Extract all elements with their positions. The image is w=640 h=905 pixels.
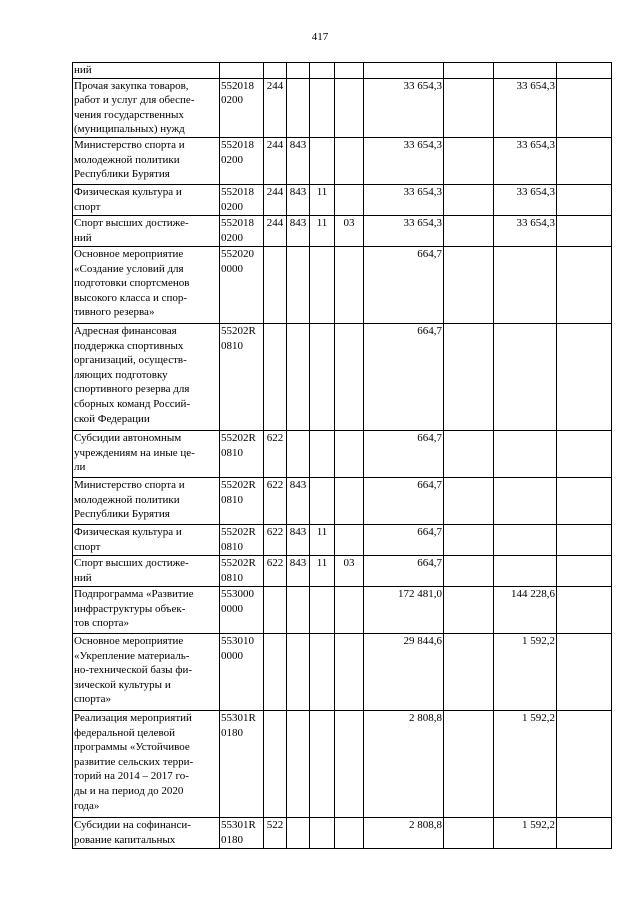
row-pr-cell xyxy=(335,78,364,137)
table-row xyxy=(73,633,612,710)
row-name-cell: Спорт высших достиже- ний xyxy=(73,215,220,246)
row-sum1-cell xyxy=(364,63,444,79)
row-rz-cell: 11 xyxy=(310,215,335,246)
row-code-cell: 552018 0200 xyxy=(220,184,264,215)
row-sum3-cell: 1 592,2 xyxy=(494,710,557,817)
row-sum3-cell xyxy=(494,477,557,524)
row-code-cell: 552018 0200 xyxy=(220,78,264,137)
row-rz-cell xyxy=(310,633,335,710)
row-vr-cell: 622 xyxy=(264,477,287,524)
row-rz-cell: 11 xyxy=(310,555,335,586)
row-vr-cell xyxy=(264,633,287,710)
row-code-cell: 552020 0000 xyxy=(220,246,264,323)
row-sum1-cell: 664,7 xyxy=(364,430,444,477)
row-code-cell: 55202R 0810 xyxy=(220,477,264,524)
row-sum3-cell: 33 654,3 xyxy=(494,215,557,246)
row-sum2-cell xyxy=(444,323,494,430)
row-code-cell: 55202R 0810 xyxy=(220,555,264,586)
row-rz-cell: 11 xyxy=(310,184,335,215)
row-rz-cell xyxy=(310,78,335,137)
row-vr-cell xyxy=(264,323,287,430)
row-sum2-cell xyxy=(444,477,494,524)
row-name-cell: Реализация мероприятий федеральной целевой программы «Устойчивое развитие сельских терри- торий на 2014 – 2017 го- ды и на период до 2020 года» xyxy=(73,710,220,817)
table-row xyxy=(73,477,612,524)
row-vr-cell: 622 xyxy=(264,430,287,477)
row-code-cell: 552018 0200 xyxy=(220,137,264,184)
row-rz-cell xyxy=(310,710,335,817)
table-row xyxy=(73,246,612,323)
row-sum3-cell: 33 654,3 xyxy=(494,184,557,215)
row-sum4-cell xyxy=(557,633,612,710)
row-sum4-cell xyxy=(557,137,612,184)
row-pr-cell xyxy=(335,710,364,817)
row-sum1-cell: 664,7 xyxy=(364,555,444,586)
row-sum1-cell: 172 481,0 xyxy=(364,586,444,633)
row-sum4-cell xyxy=(557,246,612,323)
row-pr-cell: 03 xyxy=(335,555,364,586)
row-pr-cell xyxy=(335,246,364,323)
budget-table-body xyxy=(73,63,612,849)
row-sum1-cell: 2 808,8 xyxy=(364,817,444,848)
row-sum2-cell xyxy=(444,137,494,184)
row-grbs-cell: 843 xyxy=(287,477,310,524)
row-name-cell: Прочая закупка товаров, работ и услуг для обеспе- чения государственных (муниципальных) нужд xyxy=(73,78,220,137)
row-name-cell: Спорт высших достиже- ний xyxy=(73,555,220,586)
row-grbs-cell: 843 xyxy=(287,524,310,555)
row-sum4-cell xyxy=(557,586,612,633)
row-code-cell: 55301R 0180 xyxy=(220,817,264,848)
row-sum1-cell: 664,7 xyxy=(364,477,444,524)
row-sum4-cell xyxy=(557,323,612,430)
row-sum4-cell xyxy=(557,817,612,848)
row-code-cell xyxy=(220,63,264,79)
row-name-cell: Министерство спорта и молодежной политики Республики Бурятия xyxy=(73,137,220,184)
row-rz-cell xyxy=(310,246,335,323)
row-rz-cell xyxy=(310,430,335,477)
row-sum3-cell: 144 228,6 xyxy=(494,586,557,633)
row-sum3-cell: 33 654,3 xyxy=(494,78,557,137)
table-row xyxy=(73,817,612,848)
row-name-cell: Физическая культура и спорт xyxy=(73,184,220,215)
row-code-cell: 55202R 0810 xyxy=(220,323,264,430)
row-pr-cell xyxy=(335,817,364,848)
row-sum3-cell xyxy=(494,323,557,430)
row-sum1-cell: 664,7 xyxy=(364,524,444,555)
row-grbs-cell xyxy=(287,246,310,323)
row-name-cell: ний xyxy=(73,63,220,79)
row-code-cell: 553010 0000 xyxy=(220,633,264,710)
row-sum1-cell: 664,7 xyxy=(364,246,444,323)
row-rz-cell xyxy=(310,323,335,430)
row-sum3-cell: 1 592,2 xyxy=(494,817,557,848)
row-name-cell: Основное мероприятие «Укрепление материаль- но-технической базы фи- зической культуры и спорта» xyxy=(73,633,220,710)
row-sum2-cell xyxy=(444,586,494,633)
row-pr-cell xyxy=(335,430,364,477)
row-grbs-cell xyxy=(287,710,310,817)
row-vr-cell xyxy=(264,586,287,633)
row-sum2-cell xyxy=(444,555,494,586)
row-sum3-cell xyxy=(494,555,557,586)
row-sum1-cell: 2 808,8 xyxy=(364,710,444,817)
table-row xyxy=(73,555,612,586)
table-row xyxy=(73,78,612,137)
row-sum3-cell: 33 654,3 xyxy=(494,137,557,184)
row-sum3-cell xyxy=(494,524,557,555)
row-sum4-cell xyxy=(557,430,612,477)
row-rz-cell xyxy=(310,586,335,633)
row-sum4-cell xyxy=(557,78,612,137)
row-name-cell: Подпрограмма «Развитие инфраструктуры объек- тов спорта» xyxy=(73,586,220,633)
table-row xyxy=(73,524,612,555)
row-pr-cell: 03 xyxy=(335,215,364,246)
row-name-cell: Адресная финансовая поддержка спортивных организаций, осуществ- ляющих подготовку спортивного резерва для сборных команд Россий- ской Федерации xyxy=(73,323,220,430)
row-code-cell: 553000 0000 xyxy=(220,586,264,633)
row-sum3-cell xyxy=(494,246,557,323)
row-sum1-cell: 29 844,6 xyxy=(364,633,444,710)
row-sum2-cell xyxy=(444,524,494,555)
row-name-cell: Физическая культура и спорт xyxy=(73,524,220,555)
row-sum1-cell: 33 654,3 xyxy=(364,78,444,137)
row-pr-cell xyxy=(335,323,364,430)
table-row xyxy=(73,323,612,430)
row-code-cell: 552018 0200 xyxy=(220,215,264,246)
row-rz-cell xyxy=(310,477,335,524)
row-code-cell: 55202R 0810 xyxy=(220,524,264,555)
row-pr-cell xyxy=(335,586,364,633)
row-sum4-cell xyxy=(557,215,612,246)
row-pr-cell xyxy=(335,524,364,555)
row-sum2-cell xyxy=(444,817,494,848)
row-sum2-cell xyxy=(444,63,494,79)
row-sum1-cell: 33 654,3 xyxy=(364,184,444,215)
table-row xyxy=(73,586,612,633)
row-grbs-cell xyxy=(287,430,310,477)
row-name-cell: Субсидии автономным учреждениям на иные це- ли xyxy=(73,430,220,477)
row-sum4-cell xyxy=(557,555,612,586)
table-row xyxy=(73,215,612,246)
row-pr-cell xyxy=(335,63,364,79)
row-sum3-cell xyxy=(494,63,557,79)
row-sum1-cell: 33 654,3 xyxy=(364,137,444,184)
row-grbs-cell xyxy=(287,78,310,137)
row-sum4-cell xyxy=(557,524,612,555)
row-sum2-cell xyxy=(444,710,494,817)
row-vr-cell xyxy=(264,63,287,79)
table-row xyxy=(73,137,612,184)
table-row xyxy=(73,710,612,817)
row-vr-cell: 522 xyxy=(264,817,287,848)
row-grbs-cell: 843 xyxy=(287,137,310,184)
row-sum4-cell xyxy=(557,184,612,215)
table-row xyxy=(73,63,612,79)
row-rz-cell xyxy=(310,817,335,848)
row-sum2-cell xyxy=(444,78,494,137)
row-grbs-cell: 843 xyxy=(287,555,310,586)
row-grbs-cell xyxy=(287,586,310,633)
row-sum2-cell xyxy=(444,184,494,215)
budget-table xyxy=(72,62,612,849)
row-sum4-cell xyxy=(557,477,612,524)
row-rz-cell: 11 xyxy=(310,524,335,555)
row-pr-cell xyxy=(335,477,364,524)
row-sum2-cell xyxy=(444,633,494,710)
row-vr-cell: 244 xyxy=(264,184,287,215)
row-vr-cell: 244 xyxy=(264,137,287,184)
row-grbs-cell: 843 xyxy=(287,184,310,215)
row-sum1-cell: 664,7 xyxy=(364,323,444,430)
row-grbs-cell xyxy=(287,633,310,710)
row-vr-cell: 244 xyxy=(264,78,287,137)
row-grbs-cell xyxy=(287,817,310,848)
row-pr-cell xyxy=(335,184,364,215)
row-grbs-cell xyxy=(287,63,310,79)
row-sum2-cell xyxy=(444,430,494,477)
row-vr-cell: 244 xyxy=(264,215,287,246)
row-name-cell: Субсидии на софинанси- рование капитальных xyxy=(73,817,220,848)
row-code-cell: 55301R 0180 xyxy=(220,710,264,817)
row-sum4-cell xyxy=(557,710,612,817)
row-grbs-cell xyxy=(287,323,310,430)
row-sum2-cell xyxy=(444,215,494,246)
row-sum3-cell: 1 592,2 xyxy=(494,633,557,710)
row-pr-cell xyxy=(335,633,364,710)
row-pr-cell xyxy=(335,137,364,184)
row-name-cell: Основное мероприятие «Создание условий для подготовки спортсменов высокого класса и спор- тивного резерва» xyxy=(73,246,220,323)
row-vr-cell: 622 xyxy=(264,555,287,586)
row-sum3-cell xyxy=(494,430,557,477)
row-sum4-cell xyxy=(557,63,612,79)
row-rz-cell xyxy=(310,137,335,184)
row-vr-cell: 622 xyxy=(264,524,287,555)
row-code-cell: 55202R 0810 xyxy=(220,430,264,477)
row-rz-cell xyxy=(310,63,335,79)
table-row xyxy=(73,430,612,477)
row-sum2-cell xyxy=(444,246,494,323)
page-number: 417 xyxy=(311,31,329,43)
row-sum1-cell: 33 654,3 xyxy=(364,215,444,246)
row-name-cell: Министерство спорта и молодежной политики Республики Бурятия xyxy=(73,477,220,524)
row-grbs-cell: 843 xyxy=(287,215,310,246)
table-row xyxy=(73,184,612,215)
row-vr-cell xyxy=(264,246,287,323)
row-vr-cell xyxy=(264,710,287,817)
